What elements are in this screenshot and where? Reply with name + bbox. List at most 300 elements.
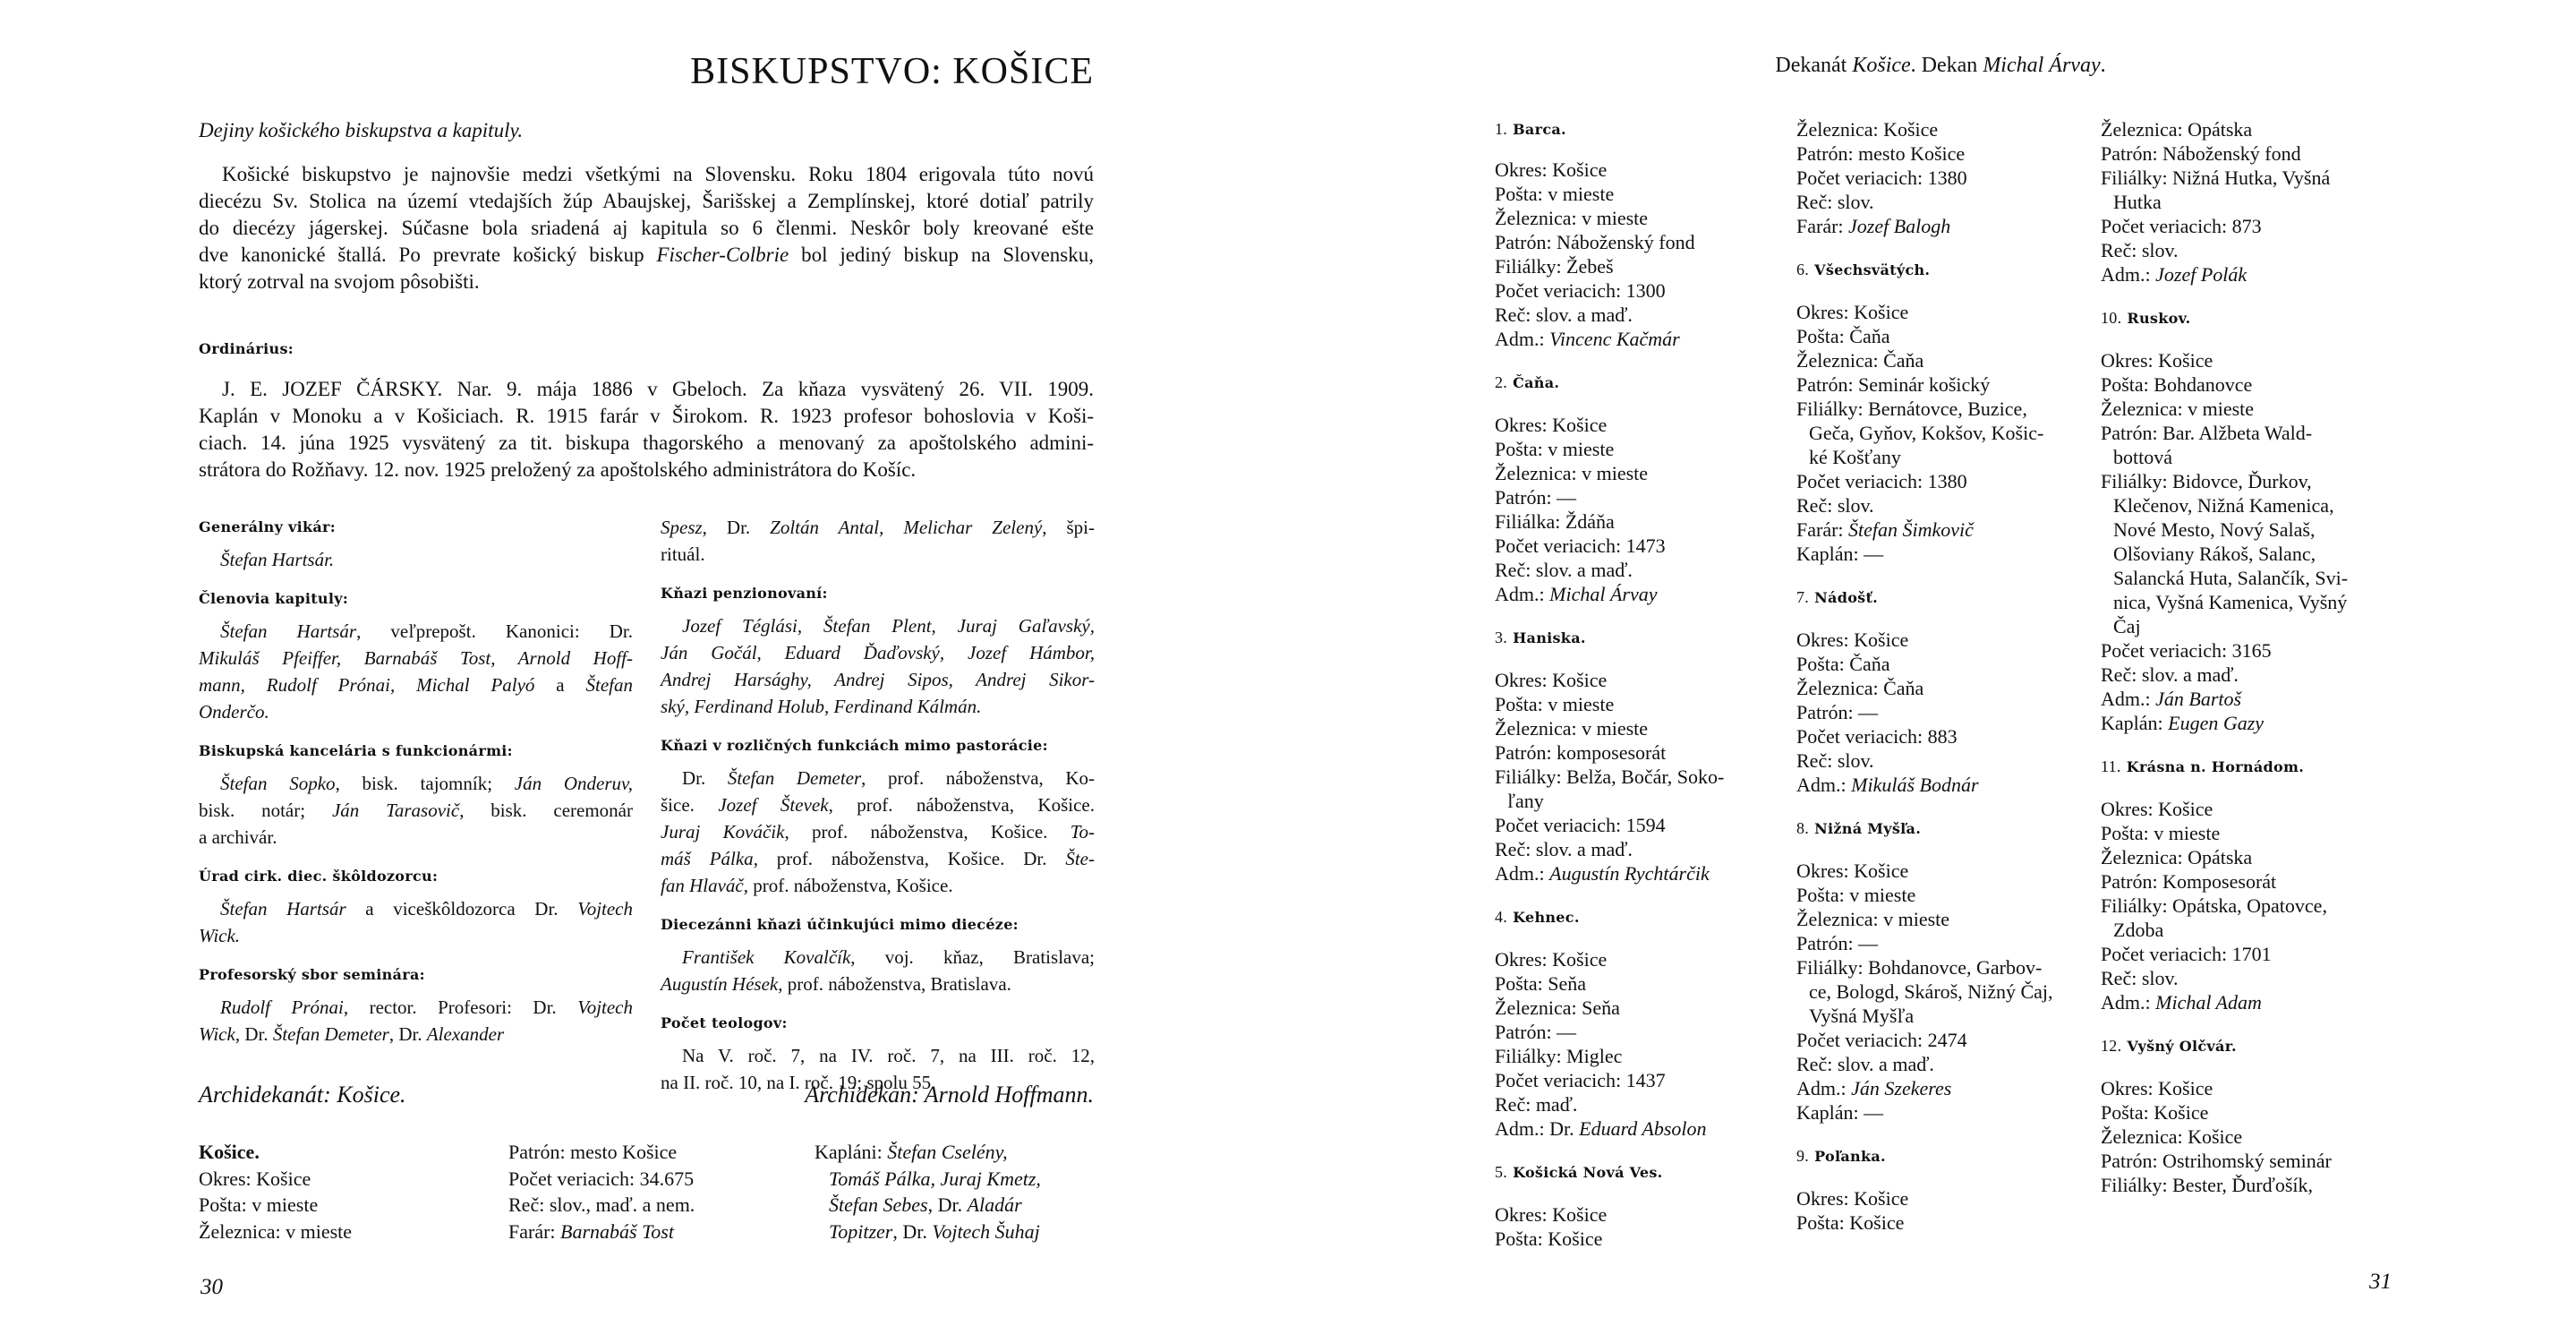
italic-name: Aladár [967,1193,1022,1216]
parish-detail-line [1796,652,2096,676]
italic-name: ský, Ferdinand Holub, Ferdinand Kálmán. [661,696,982,717]
parish-heading [2101,755,2401,779]
parish-line [508,1192,695,1219]
section-block [199,863,633,949]
text-run: Železnica: Košice [2101,1125,2243,1148]
parish-heading [1495,626,1795,650]
parish-column-2 [1796,117,2096,1235]
parish-number: 3. [1495,629,1508,646]
text-run: , prof. náboženstva, Košice. [828,794,1095,816]
text-run: Okres: Košice [1495,414,1608,436]
parish-detail-line [1495,1227,1795,1251]
parish-detail-line [1495,1116,1795,1141]
text-run: Okres: Košice [1495,1203,1608,1226]
archdeaconry-title: Archidekanát: Košice. [199,1082,406,1108]
text-line [661,791,1095,818]
page-title: BISKUPSTVO: KOŠICE [690,51,1094,92]
text-run: Reč: slov. [1796,494,1874,517]
italic-name: Štefan Demeter [727,767,862,789]
parish-line [508,1139,695,1166]
text-run: Reč: slov. [2101,967,2179,989]
text-run: , prof. náboženstva, Bratislava. [778,973,1011,995]
text-run: Pošta: Čaňa [1796,653,1890,675]
parish-number: 1. [1495,120,1508,138]
parish-detail-line [2101,990,2401,1014]
text-run: Železnica: Čaňa [1796,677,1924,699]
text-run: Košické biskupstvo je najnovšie medzi všetkými na Slovensku. Roku 1804 erigovala túto novú [222,163,1094,185]
text-run: ciach. 14. júna 1925 vysvätený za tit. biskupa thagorského a menovaný za apoštolského admini- [199,432,1094,454]
text-run: Na V. roč. 7, na IV. roč. 7, na III. roč. 12, [682,1045,1095,1066]
parish-detail-line [1796,117,2096,141]
text-run: Čaj [2113,615,2141,637]
parish-detail-line [1796,445,2096,469]
parish-number: 6. [1796,261,1810,278]
italic-name: Michal Árvay [1549,583,1658,605]
text-run: Počet veriacich: 34.675 [508,1167,695,1190]
text-run: , prof. náboženstva, Košice. [743,875,953,896]
text-line [199,994,633,1021]
parish-detail-line [1796,1100,2096,1125]
parish-line [508,1166,695,1193]
text-line [661,765,1095,791]
text-line [661,541,1095,568]
text-line [661,872,1095,899]
text-run: Počet veriacich: 1473 [1495,535,1666,557]
text-run: Farár: [1796,215,1849,237]
parish-detail-line [2101,918,2401,942]
text-run: bol jediný biskup na Slovensku, [789,244,1094,266]
parish-detail-line [2101,821,2401,845]
parish-detail-line [1796,1028,2096,1052]
italic-name: Košice [1852,54,1911,77]
text-run: Filiálky: Miglec [1495,1045,1623,1067]
italic-name: Augustín Rychtárčik [1549,862,1710,885]
parish-detail-line [1796,931,2096,955]
parish-name: Kehnec. [1513,909,1580,926]
parish-detail-line [2101,1125,2401,1149]
text-run: Patrón: Náboženský fond [1495,231,1695,253]
parish-detail-line [1495,485,1795,509]
parish-detail-line [1796,542,2096,566]
parish-detail-line [2101,141,2401,166]
parish-detail-line [1796,907,2096,931]
text-line [661,971,1095,997]
section-block [199,586,633,725]
text-run: Počet veriacich: 1594 [1495,814,1666,836]
intro-paragraph [199,161,1094,295]
text-run: , prof. náboženstva, Ko- [861,767,1096,789]
parish-detail-line [2101,166,2401,190]
text-run: Železnica: Opátska [2101,846,2253,868]
text-run: Patrón: mesto Košice [1796,142,1966,165]
text-run: Železnica: v mieste [1495,207,1649,229]
italic-name: Juraj Kováčik [661,821,785,843]
text-run: bisk. notár; [199,800,332,821]
parish-detail-line [1796,190,2096,214]
text-line [199,1021,633,1048]
text-run: Počet veriacich: 1380 [1796,470,1967,492]
italic-name: Ján Szekeres [1851,1077,1952,1099]
parish-detail-line [1495,716,1795,740]
italic-name: Jozef Balogh [1848,215,1951,237]
parish-detail-line [2101,421,2401,445]
parish-detail-line [1495,1020,1795,1044]
text-run: Počet veriacich: 873 [2101,215,2262,237]
italic-name: Eduard Absolon [1579,1117,1707,1140]
section-heading: Kňazi v rozličných funkciách mimo pastorácie: [661,737,1048,754]
text-run: Filiálky: Žebeš [1495,255,1614,278]
italic-name: To- [1070,821,1095,843]
parish-line [815,1166,1041,1193]
parish-detail-line [1495,206,1795,230]
parish-detail-line [2101,117,2401,141]
text-line [199,403,1094,430]
text-run: nica, Vyšná Kamenica, Vyšný [2113,591,2348,613]
text-run: Filiálky: Bidovce, Ďurkov, [2101,470,2312,492]
italic-name: Štefan Demeter [272,1023,389,1045]
italic-name: mann, Rudolf Prónai, Michal Palyó [199,674,535,696]
parish-line [815,1219,1041,1245]
text-run: Okres: Košice [2101,798,2213,820]
text-line [199,698,633,725]
text-run: , veľprepošt. Kanonici: Dr. [356,620,633,642]
parish-detail-line [2101,469,2401,493]
text-run: Počet veriacich: 1300 [1495,279,1666,302]
parish-column-1 [1495,117,1795,1251]
text-line [199,215,1094,242]
parish-detail-line [1796,421,2096,445]
text-line [199,645,633,672]
parish-detail-line [1796,493,2096,518]
parish-line [815,1192,1041,1219]
parish-detail-line [1796,1186,2096,1210]
parish-detail-line [1495,558,1795,582]
text-run: ké Košťany [1809,446,1901,468]
text-line [199,242,1094,269]
parish-line [815,1139,1041,1166]
text-run: na II. roč. 10, na I. roč. 19; spolu 55. [661,1072,936,1093]
parish-name: Krásna n. Hornádom. [2126,758,2305,775]
text-run: Patrón: Seminár košický [1796,373,1991,396]
parish-detail-line [2101,687,2401,711]
text-run: Filiálky: Nižná Hutka, Vyšná [2101,167,2331,189]
text-run: Pošta: Košice [2101,1101,2209,1124]
text-line [199,618,633,645]
bold-text: Košice. [199,1141,260,1163]
text-run: Počet veriacich: 3165 [2101,639,2272,662]
text-line [661,514,1095,541]
kosice-parish-column-2 [508,1139,695,1245]
text-run: Patrón: mesto Košice [508,1141,678,1163]
parish-detail-line [1495,813,1795,837]
text-run: Adm.: [1495,583,1550,605]
italic-name: Jozef Téglási, Štefan Plent, Juraj Gaľavský, [682,615,1095,637]
italic-name: Ján Tarasovič [331,800,460,821]
parish-name: Nižná Myšľa. [1814,820,1922,837]
parish-detail-line [1495,327,1795,351]
section-heading: Diecezánni kňazi účinkujúci mimo diecéze: [661,916,1019,933]
text-run: Pošta: Seňa [1495,972,1587,995]
parish-detail-line [2101,493,2401,518]
text-run: ce, Bologd, Skároš, Nižný Čaj, [1809,980,2053,1003]
parish-detail-line [1796,979,2096,1004]
parish-line [199,1166,352,1193]
parish-heading [1495,905,1795,929]
text-run: Pošta: Košice [1796,1211,1905,1234]
text-run: Filiálky: Bernátovce, Buzice, [1796,398,2027,420]
parish-detail-line [2101,238,2401,262]
parish-detail-line [2101,1100,2401,1125]
parish-name: Poľanka. [1814,1148,1886,1165]
parish-number: 4. [1495,908,1508,926]
parish-detail-line [1796,300,2096,324]
text-run: Pošta: v mieste [199,1193,319,1216]
parish-heading [1796,817,2096,841]
text-run: Reč: slov. a maď. [1495,559,1633,581]
archdeacon-name: Archidekan: Arnold Hoffmann. [805,1082,1094,1108]
parish-detail-line [1495,668,1795,692]
text-line [661,944,1095,971]
text-run: , Dr. [388,1023,427,1045]
parish-number: 10. [2101,309,2122,327]
text-run: , špi- [1042,517,1095,538]
text-run: Okres: Košice [1495,948,1608,971]
italic-name: fan Hlaváč [661,875,744,896]
text-run: Kaplán: [2101,712,2169,734]
parish-detail-line [1796,324,2096,348]
italic-name: Alexander [426,1023,505,1045]
parish-detail-line [2101,372,2401,397]
italic-name: Rudolf Prónai [220,997,344,1018]
text-run: a [534,674,586,696]
italic-name: Ján Gočál, Eduard Ďaďovský, Jozef Hámbor, [661,642,1095,663]
text-run: Železnica: v mieste [1796,908,1950,930]
italic-name: Eugen Gazy [2168,712,2265,734]
parish-detail-line [1495,1068,1795,1092]
parish-detail-line [2101,663,2401,687]
text-line [199,546,633,573]
parish-detail-line [2101,894,2401,918]
parish-detail-line [2101,1076,2401,1100]
text-run: Reč: slov., maď. a nem. [508,1193,695,1216]
text-run: Železnica: v mieste [2101,398,2255,420]
parish-column-3 [2101,117,2401,1197]
text-line [199,457,1094,483]
parish-heading [1495,117,1795,141]
text-run: Geča, Gyňov, Kokšov, Košic- [1809,422,2044,444]
italic-name: Šte- [1065,848,1095,869]
parish-detail-line [1796,141,2096,166]
parish-detail-line [1495,971,1795,996]
text-run: Počet veriacich: 1380 [1796,167,1967,189]
parish-detail-line [1796,883,2096,907]
parish-detail-line [1796,1076,2096,1100]
text-run: Adm.: Dr. [1495,1117,1580,1140]
italic-name: Wick. [199,925,241,946]
parish-detail-line [1796,1210,2096,1235]
text-run: Okres: Košice [199,1167,311,1190]
text-run: Adm.: [2101,991,2156,1014]
parish-detail-line [1495,692,1795,716]
text-run: voj. kňaz, Bratislava; [855,946,1095,968]
parish-detail-line [1796,955,2096,979]
parish-detail-line [1495,182,1795,206]
text-line [661,693,1095,720]
left-text-column [199,514,633,1048]
text-run: Kaplán: — [1796,1101,1884,1124]
italic-name: Vojtech [577,898,633,920]
italic-name: Vincenc Kačmár [1549,328,1680,350]
parish-number: 8. [1796,819,1810,837]
text-run: Počet veriacich: 883 [1796,725,1958,748]
parish-number: 9. [1796,1147,1810,1165]
text-run: Patrón: Ostrihomský seminár [2101,1150,2332,1172]
text-run: . [2100,54,2106,77]
italic-name: Fischer-Colbrie [656,244,789,266]
text-run: Okres: Košice [1796,1187,1909,1210]
text-run: Reč: slov. [1796,749,1874,772]
text-run: Reč: slov. a maď. [1495,838,1633,860]
italic-name: Štefan Sebes [829,1193,928,1216]
text-run: , rector. Profesori: Dr. [343,997,578,1018]
parish-detail-line [2101,348,2401,372]
text-run: Adm.: [1796,1077,1852,1099]
italic-name: Ján Onderuv, [514,773,634,794]
text-run: Železnica: v mieste [1495,717,1649,740]
text-run: Pošta: Košice [1495,1228,1603,1250]
section-block [199,962,633,1048]
text-run: Železnica: Čaňa [1796,349,1924,372]
parish-name: Vyšný Olčvár. [2127,1038,2237,1055]
parish-detail-line [2101,711,2401,735]
parish-detail-line [2101,1149,2401,1173]
parish-name: Čaňa. [1513,374,1560,391]
parish-detail-line [1495,437,1795,461]
text-run: Filiálky: Opátska, Opatovce, [2101,894,2327,917]
text-run: J. E. JOZEF ČÁRSKY. Nar. 9. mája 1886 v Gbeloch. Za kňaza vysvätený 26. VII. 1909. [222,378,1094,400]
text-run: Pošta: v mieste [1495,183,1615,205]
italic-name: Jozef Polák [2155,263,2248,286]
text-run: Dr. [682,767,728,789]
text-run: Patrón: komposesorát [1495,741,1667,764]
parish-heading [2101,1034,2401,1058]
italic-name: Wick [199,1023,235,1045]
parish-heading [1796,586,2096,610]
italic-name: Štefan [585,674,633,696]
parish-detail-line [1495,740,1795,765]
text-run: a archivár. [199,826,277,848]
text-run: , prof. náboženstva, Košice. [784,821,1070,843]
text-run: Dekanát [1775,54,1853,77]
text-run: Adm.: [1495,328,1550,350]
italic-name: Spesz [661,517,703,538]
text-run: Pošta: v mieste [2101,822,2221,844]
parish-detail-line [1796,166,2096,190]
parish-detail-line [1495,303,1795,327]
text-run: šice. [661,794,719,816]
parish-name: Nádošť. [1814,589,1879,606]
text-run: , prof. náboženstva, Košice. Dr. [753,848,1066,869]
italic-name: Tomáš Pálka, Juraj Kmetz, [829,1167,1041,1190]
section-block [199,738,633,851]
parish-detail-line [1495,861,1795,885]
text-run: Okres: Košice [1495,158,1608,181]
italic-name: Barnabáš Tost [560,1219,674,1243]
parish-heading [1495,1160,1795,1185]
text-run: Reč: maď. [1495,1093,1578,1116]
text-run: Železnica: Seňa [1495,997,1620,1019]
text-run: bottová [2113,446,2172,468]
parish-detail-line [1495,1202,1795,1227]
parish-detail-line [1495,765,1795,789]
parish-detail-line [1495,582,1795,606]
parish-detail-line [1495,413,1795,437]
parish-name: Haniska. [1513,629,1586,646]
italic-name: Štefan Hartsár [220,620,357,642]
text-run: Filiálka: Ždáňa [1495,510,1615,533]
text-line [661,612,1095,639]
text-run: Okres: Košice [2101,349,2213,372]
parish-detail-line [1796,1004,2096,1028]
text-line [199,770,633,797]
parish-detail-line [1796,214,2096,238]
parish-detail-line [1495,1044,1795,1068]
italic-name: Štefan Sopko [220,773,336,794]
text-run: Počet veriacich: 1437 [1495,1069,1666,1091]
deanery-header [1493,54,2388,78]
text-run: Vyšná Myšľa [1809,1005,1915,1027]
text-run: Adm.: [1495,862,1550,885]
section-heading: Kňazi penzionovaní: [661,585,828,602]
text-run: Železnica: v mieste [199,1219,353,1243]
parish-name: Ruskov. [2127,310,2191,327]
parish-detail-line [2101,797,2401,821]
text-run: a viceškôldozorca Dr. [345,898,578,920]
text-run: Patrón: — [1495,486,1577,509]
text-line [199,672,633,698]
parish-detail-line [1495,278,1795,303]
parish-line [199,1219,352,1245]
italic-name: František Kovalčík, [682,946,856,968]
text-run: Patrón: — [1796,701,1879,723]
text-run: Pošta: v mieste [1495,693,1615,715]
text-line [199,895,633,922]
section-heading: Profesorský sbor seminára: [199,966,425,983]
text-run: Reč: slov. [2101,239,2179,261]
text-run: Filiálky: Belža, Bočár, Soko- [1495,766,1725,788]
italic-name: Michal Adam [2155,991,2262,1014]
parish-detail-line [2101,590,2401,614]
text-run: Počet veriacich: 1701 [2101,943,2272,965]
right-text-column [661,514,1095,1096]
parish-heading [1796,1144,2096,1168]
text-run: ľany [1507,790,1544,812]
italic-name: Augustín Hések [661,973,779,995]
text-run: , Dr. [927,1193,968,1216]
parish-detail-line [2101,262,2401,287]
italic-name: Vojtech Šuhaj [932,1219,1040,1243]
parish-number: 7. [1796,588,1810,606]
parish-detail-line [1495,837,1795,861]
parish-detail-line [2101,942,2401,966]
parish-detail-line [2101,638,2401,663]
italic-name: Michal Árvay [1983,54,2101,77]
text-line [199,922,633,949]
parish-number: 12. [2101,1037,2122,1055]
parish-detail-line [1796,724,2096,748]
italic-name: Štefan Šimkovič [1848,518,1974,541]
text-run: do diecézy jágerskej. Súčasne bola sriadená aj kapitula so 6 členmi. Neskôr boly kreované ešte [199,217,1094,239]
